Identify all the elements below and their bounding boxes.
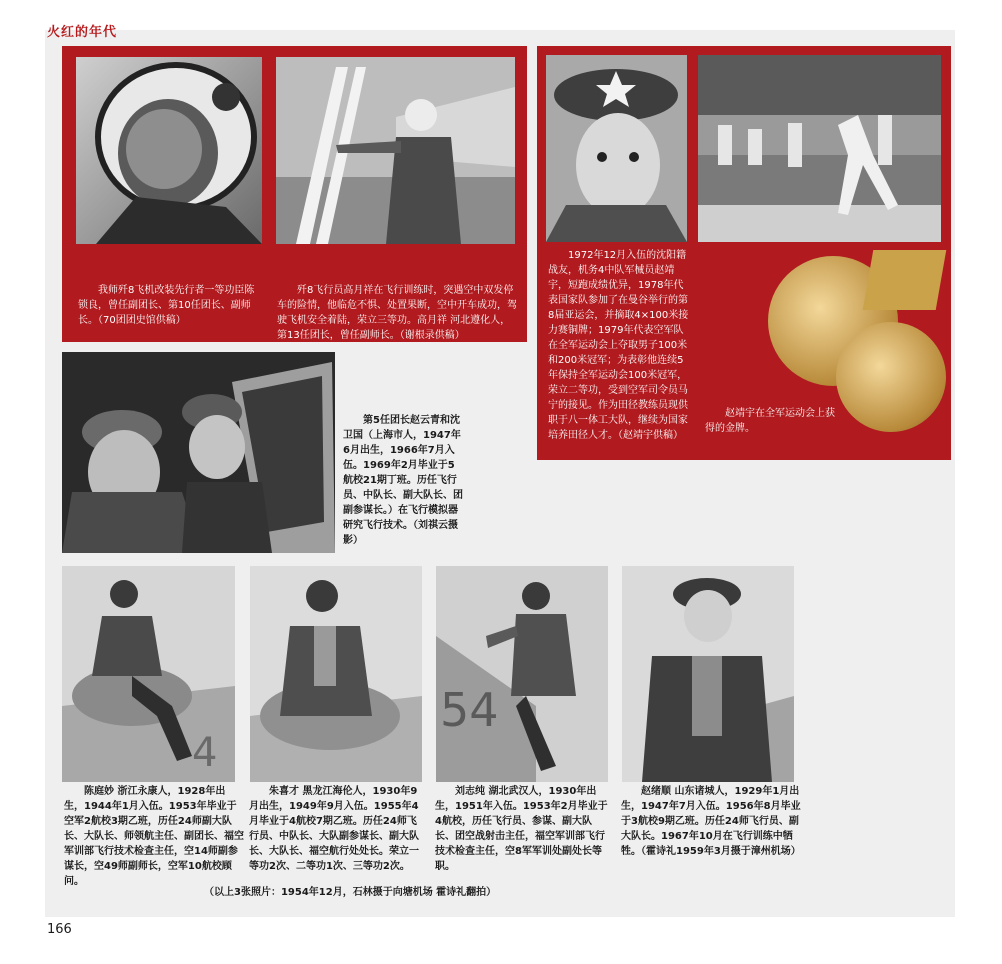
caption-simulator: 第5任团长赵云青和沈卫国（上海市人，1947年6月出生，1966年7月入伍。1969年2月毕业于5航校21期丁班。历任飞行员、中队长、副大队长、团副参谋长。）在飞行模拟器研究飞行技术。（刘祺云摄影） — [343, 415, 463, 546]
caption-zhao-xushun: 赵绪顺 山东诸城人，1929年1月出生，1947年7月入伍。1956年8月毕业于3航校9期乙班。历任24师飞行员、副大队长。1967年10月在飞行训练中牺牲。（霍诗礼1959年3月摄于漳州机场） — [621, 786, 801, 857]
photo-liu-zhichun — [436, 566, 608, 782]
svg-text:4: 4 — [192, 730, 218, 776]
page-number: 166 — [47, 922, 72, 937]
medal-right — [836, 322, 946, 432]
photo-sprint-race — [698, 55, 941, 242]
caption-zhu-xicai: 朱喜才 黑龙江海伦人，1930年9月出生，1949年9月入伍。1955年4月毕业于4航校7期乙班。历任24师飞行员、中队长、大队副参谋长、副大队长、大队长、福空航行处处长。荣立一等功2次、二等功1次、三等功2次。 — [249, 786, 419, 872]
photo-pilot-ladder — [276, 57, 515, 244]
caption-chen-suoliang: 我师歼8飞机改装先行者一等功臣陈锁良，曾任副团长、第10任团长、副师长。（70团团史馆供稿） — [78, 285, 255, 326]
photo-simulator — [62, 352, 335, 553]
photo-credit: （以上3张照片：1954年12月，石林摄于向塘机场 霍诗礼翻拍） — [204, 887, 497, 898]
caption-zhao-jingyu: 1972年12月入伍的沈阳籍战友，机务4中队军械员赵靖宇，短跑成绩优异，1978年代表国家队参加了在曼谷举行的第8届亚运会，并摘取4×100米接力赛铜牌；1979年代表空军队在全军运动会上夺取男子100米和200米冠军；为表彰他连续5年保持全军运动会100米冠军，荣立二等功，受到空军司令员马宁的接见。作为田径教练员现供职于八一体工大队，继续为国家培养田径人才。（赵靖宇供稿） — [548, 250, 689, 441]
medal-ribbon — [863, 250, 947, 310]
photo-pilot-helmet — [76, 57, 262, 244]
section-title: 火红的年代 — [47, 25, 118, 40]
caption-liu-zhichun: 刘志纯 湖北武汉人，1930年出生，1951年入伍。1953年2月毕业于4航校，历任飞行员、参谋、副大队长、团空战射击主任，福空军训部飞行技术检查主任，空8军军训处副处长等职。 — [435, 786, 608, 872]
svg-text:54: 54 — [440, 683, 499, 737]
photo-zhao-xushun — [622, 566, 794, 782]
caption-gao-yuexiang: 歼8飞行员高月祥在飞行训练时，突遇空中双发停车的险情，他临危不惧、处置果断，空中开车成功，驾驶飞机安全着陆，荣立三等功。高月祥 河北遵化人，第13任团长，曾任副师长。（谢根录供稿） — [277, 285, 517, 341]
photo-zhao-jingyu-portrait — [546, 55, 687, 242]
photo-zhu-xicai — [250, 566, 422, 782]
photo-chen-tingmiao — [62, 566, 235, 782]
caption-gold-medal: 赵靖宇在全军运动会上获得的金牌。 — [705, 408, 835, 434]
caption-chen-tingmiao: 陈庭妙 浙江永康人，1928年出生，1944年1月入伍。1953年毕业于空军2航校3期乙班，历任24师副大队长、大队长、师领航主任、副团长、福空军训部飞行技术检查主任，空14师副参谋长，空49师副师长，空军10航校顾问。 — [64, 786, 244, 887]
